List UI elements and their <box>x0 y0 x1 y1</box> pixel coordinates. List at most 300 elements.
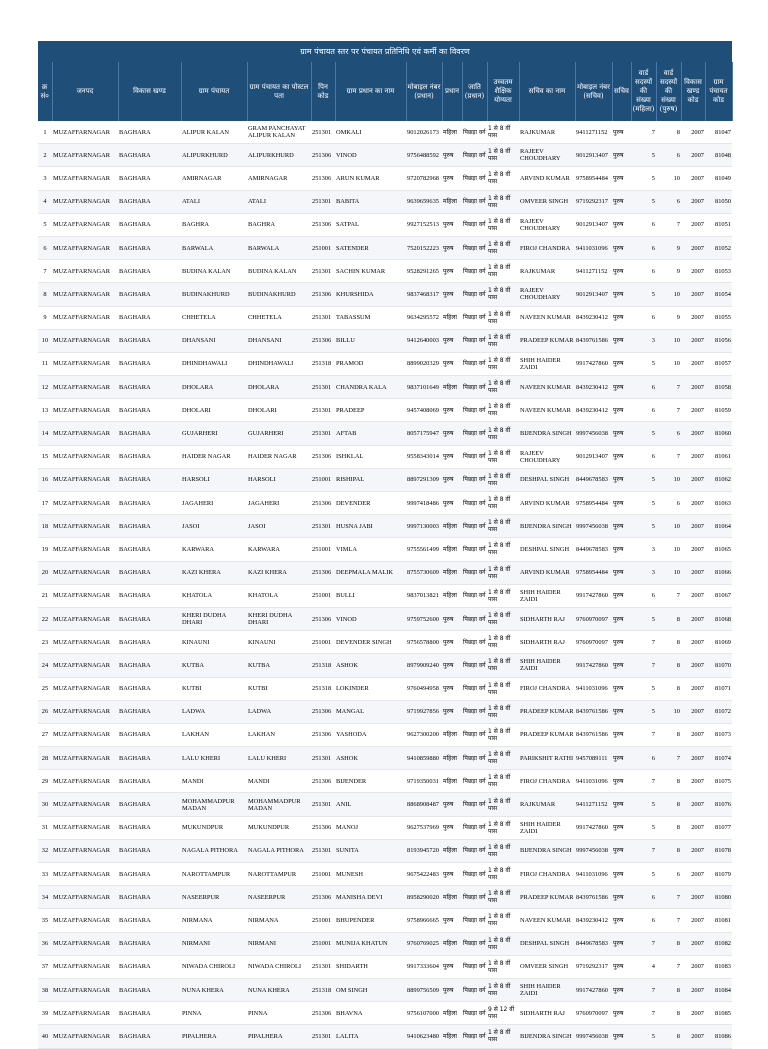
cell-gp-code: 81056 <box>705 329 732 352</box>
cell-block: BAGHARA <box>118 909 181 932</box>
cell-pradhan-gender: पुरुष <box>442 955 462 978</box>
cell-district: MUZAFFARNAGAR <box>52 445 118 468</box>
cell-block-code: 2007 <box>681 700 705 723</box>
cell-ward-male: 8 <box>656 677 681 700</box>
cell-gp-code: 81058 <box>705 376 732 399</box>
cell-secretary-name: ARVIND KUMAR <box>519 561 575 584</box>
cell-secretary-mobile: 9758954484 <box>575 167 612 190</box>
cell-postal-address: LADWA <box>247 700 311 723</box>
table-row <box>38 329 732 352</box>
cell-pradhan-gender: पुरुष <box>442 422 462 445</box>
report-title: ग्राम पंचायत स्तर पर पंचायत प्रतिनिधि एवं कर्मी का विवरण <box>38 41 732 62</box>
cell-secretary-gender: पुरुष <box>612 839 631 862</box>
cell-pin: 251306 <box>311 445 335 468</box>
cell-education: 1 से 8 वीं पास <box>487 816 519 839</box>
cell-block: BAGHARA <box>118 515 181 538</box>
cell-postal-address: NIWADA CHIROLI <box>247 955 311 978</box>
cell-pin: 251306 <box>311 144 335 167</box>
cell-district: MUZAFFARNAGAR <box>52 607 118 630</box>
cell-secretary-gender: पुरुष <box>612 561 631 584</box>
cell-block-code: 2007 <box>681 909 705 932</box>
table-row <box>38 584 732 607</box>
cell-education: 1 से 8 वीं पास <box>487 376 519 399</box>
cell-block-code: 2007 <box>681 770 705 793</box>
cell-pin: 251318 <box>311 677 335 700</box>
cell-sno: 10 <box>38 329 52 352</box>
cell-district: MUZAFFARNAGAR <box>52 121 118 144</box>
cell-gram-panchayat: DHOLARI <box>181 399 247 422</box>
cell-secretary-name: SHIH HAIDER ZAIDI <box>519 352 575 375</box>
table-row <box>38 306 732 329</box>
cell-sno: 1 <box>38 121 52 144</box>
cell-ward-female: 7 <box>631 839 656 862</box>
cell-pradhan-gender: महिला <box>442 515 462 538</box>
cell-sno: 9 <box>38 306 52 329</box>
cell-secretary-name: SHIH HAIDER ZAIDI <box>519 816 575 839</box>
cell-ward-female: 5 <box>631 468 656 491</box>
cell-pradhan-gender: पुरुष <box>442 607 462 630</box>
cell-caste: पिछड़ा वर्ग <box>462 213 487 236</box>
cell-pin: 251306 <box>311 167 335 190</box>
cell-secretary-gender: पुरुष <box>612 747 631 770</box>
cell-sno: 37 <box>38 955 52 978</box>
cell-ward-female: 4 <box>631 955 656 978</box>
cell-sno: 28 <box>38 747 52 770</box>
cell-district: MUZAFFARNAGAR <box>52 863 118 886</box>
cell-gram-panchayat: NIRMANI <box>181 932 247 955</box>
cell-ward-male: 9 <box>656 260 681 283</box>
cell-pradhan-name: LOKINDER <box>335 677 406 700</box>
cell-secretary-name: SHIH HAIDER ZAIDI <box>519 978 575 1001</box>
cell-gp-code: 81085 <box>705 1002 732 1025</box>
cell-gp-code: 81076 <box>705 793 732 816</box>
cell-education: 1 से 8 वीं पास <box>487 167 519 190</box>
cell-secretary-name: PRADEEP KUMAR <box>519 329 575 352</box>
col-ward-female: वार्ड सदस्यों की संख्या (महिला) <box>631 62 656 121</box>
cell-postal-address: NASEERPUR <box>247 886 311 909</box>
cell-pin: 251001 <box>311 236 335 259</box>
cell-block: BAGHARA <box>118 793 181 816</box>
col-pradhan-name: ग्राम प्रधान का नाम <box>335 62 406 121</box>
cell-pin: 251306 <box>311 329 335 352</box>
cell-ward-female: 7 <box>631 654 656 677</box>
table-row <box>38 700 732 723</box>
cell-secretary-mobile: 9917427860 <box>575 584 612 607</box>
cell-gram-panchayat: DHANSANI <box>181 329 247 352</box>
cell-secretary-gender: पुरुष <box>612 167 631 190</box>
cell-pin: 251306 <box>311 700 335 723</box>
cell-secretary-mobile: 9758954484 <box>575 492 612 515</box>
cell-pradhan-gender: पुरुष <box>442 700 462 723</box>
cell-secretary-name: BIJENDRA SINGH <box>519 839 575 862</box>
table-row <box>38 793 732 816</box>
table-row <box>38 422 732 445</box>
cell-secretary-mobile: 9758954484 <box>575 561 612 584</box>
cell-pradhan-gender: महिला <box>442 376 462 399</box>
cell-secretary-gender: पुरुष <box>612 260 631 283</box>
cell-secretary-name: DESHPAL SINGH <box>519 538 575 561</box>
cell-education: 1 से 8 वीं पास <box>487 561 519 584</box>
cell-district: MUZAFFARNAGAR <box>52 654 118 677</box>
cell-education: 1 से 8 वीं पास <box>487 236 519 259</box>
cell-block: BAGHARA <box>118 770 181 793</box>
cell-pradhan-name: BILLU <box>335 329 406 352</box>
cell-secretary-gender: पुरुष <box>612 190 631 213</box>
cell-pradhan-name: TABASSUM <box>335 306 406 329</box>
cell-block-code: 2007 <box>681 538 705 561</box>
col-gram-panchayat: ग्राम पंचायत <box>181 62 247 121</box>
cell-postal-address: GUJARHERI <box>247 422 311 445</box>
cell-education: 1 से 8 वीं पास <box>487 955 519 978</box>
cell-sno: 38 <box>38 978 52 1001</box>
col-secretary-mobile: मोबाइल नंबर (सचिव) <box>575 62 612 121</box>
cell-pradhan-name: MUNESH <box>335 863 406 886</box>
cell-gram-panchayat: ALIPUR KALAN <box>181 121 247 144</box>
cell-ward-male: 7 <box>656 886 681 909</box>
cell-gram-panchayat: PIPALHERA <box>181 1025 247 1048</box>
cell-gp-code: 81051 <box>705 213 732 236</box>
cell-block: BAGHARA <box>118 978 181 1001</box>
cell-pradhan-mobile: 9412640003 <box>406 329 442 352</box>
cell-secretary-gender: पुरुष <box>612 631 631 654</box>
table-row <box>38 839 732 862</box>
cell-block-code: 2007 <box>681 492 705 515</box>
cell-secretary-mobile: 9760970097 <box>575 631 612 654</box>
cell-secretary-mobile: 9411031096 <box>575 770 612 793</box>
cell-postal-address: BUDINA KALAN <box>247 260 311 283</box>
cell-ward-male: 6 <box>656 422 681 445</box>
cell-block: BAGHARA <box>118 561 181 584</box>
cell-district: MUZAFFARNAGAR <box>52 399 118 422</box>
col-pin: पिन कोड <box>311 62 335 121</box>
cell-pradhan-name: ARUN KUMAR <box>335 167 406 190</box>
cell-block: BAGHARA <box>118 955 181 978</box>
cell-gp-code: 81050 <box>705 190 732 213</box>
cell-education: 1 से 8 वीं पास <box>487 863 519 886</box>
cell-caste: पिछड़ा वर्ग <box>462 468 487 491</box>
cell-block-code: 2007 <box>681 190 705 213</box>
cell-pradhan-name: SATPAL <box>335 213 406 236</box>
cell-block: BAGHARA <box>118 190 181 213</box>
cell-block-code: 2007 <box>681 468 705 491</box>
cell-gp-code: 81084 <box>705 978 732 1001</box>
cell-pin: 251001 <box>311 468 335 491</box>
cell-ward-male: 10 <box>656 538 681 561</box>
cell-ward-male: 6 <box>656 190 681 213</box>
cell-postal-address: KUTBI <box>247 677 311 700</box>
cell-pradhan-gender: महिला <box>442 886 462 909</box>
cell-pin: 251301 <box>311 793 335 816</box>
cell-district: MUZAFFARNAGAR <box>52 236 118 259</box>
cell-caste: पिछड़ा वर्ग <box>462 190 487 213</box>
cell-pin: 251301 <box>311 306 335 329</box>
cell-postal-address: LALU KHERI <box>247 747 311 770</box>
cell-postal-address: KAZI KHERA <box>247 561 311 584</box>
cell-ward-female: 5 <box>631 863 656 886</box>
table-row <box>38 723 732 746</box>
cell-district: MUZAFFARNAGAR <box>52 700 118 723</box>
cell-district: MUZAFFARNAGAR <box>52 376 118 399</box>
cell-caste: पिछड़ा वर्ग <box>462 515 487 538</box>
cell-secretary-mobile: 8439230412 <box>575 376 612 399</box>
cell-ward-female: 7 <box>631 1002 656 1025</box>
cell-district: MUZAFFARNAGAR <box>52 1025 118 1048</box>
cell-pradhan-name: PRAMOD <box>335 352 406 375</box>
cell-caste: पिछड़ा वर्ग <box>462 677 487 700</box>
cell-pradhan-name: ASHOK <box>335 654 406 677</box>
cell-caste: पिछड़ा वर्ग <box>462 422 487 445</box>
cell-caste: पिछड़ा वर्ग <box>462 352 487 375</box>
table-row <box>38 955 732 978</box>
cell-pradhan-name: PRADEEP <box>335 399 406 422</box>
cell-gram-panchayat: LAKHAN <box>181 723 247 746</box>
cell-postal-address: MANDI <box>247 770 311 793</box>
table-row <box>38 352 732 375</box>
cell-pradhan-mobile: 9759752600 <box>406 607 442 630</box>
cell-pin: 251306 <box>311 816 335 839</box>
panchayat-table <box>38 62 733 1049</box>
cell-district: MUZAFFARNAGAR <box>52 677 118 700</box>
col-secretary-gender: सचिव <box>612 62 631 121</box>
cell-postal-address: ATALI <box>247 190 311 213</box>
cell-pradhan-name: RISHIPAL <box>335 468 406 491</box>
cell-secretary-gender: पुरुष <box>612 607 631 630</box>
table-row <box>38 492 732 515</box>
cell-ward-female: 6 <box>631 260 656 283</box>
cell-pradhan-mobile: 9410859880 <box>406 747 442 770</box>
cell-pin: 251001 <box>311 631 335 654</box>
cell-gram-panchayat: BAGHRA <box>181 213 247 236</box>
table-row <box>38 978 732 1001</box>
cell-gram-panchayat: CHHETELA <box>181 306 247 329</box>
cell-secretary-mobile: 8449678583 <box>575 468 612 491</box>
col-sno: क्र सं० <box>38 62 52 121</box>
cell-pradhan-gender: पुरुष <box>442 978 462 1001</box>
cell-gram-panchayat: JASOI <box>181 515 247 538</box>
cell-secretary-name: RAJEEV CHOUDHARY <box>519 213 575 236</box>
cell-caste: पिछड़ा वर्ग <box>462 399 487 422</box>
cell-sno: 36 <box>38 932 52 955</box>
cell-postal-address: NUNA KHERA <box>247 978 311 1001</box>
cell-pin: 251001 <box>311 909 335 932</box>
table-row <box>38 747 732 770</box>
cell-pradhan-mobile: 9758966665 <box>406 909 442 932</box>
cell-pin: 251301 <box>311 955 335 978</box>
cell-education: 1 से 8 वीं पास <box>487 121 519 144</box>
cell-gram-panchayat: BUDINAKHURD <box>181 283 247 306</box>
cell-pradhan-gender: महिला <box>442 723 462 746</box>
cell-block: BAGHARA <box>118 376 181 399</box>
cell-district: MUZAFFARNAGAR <box>52 723 118 746</box>
cell-education: 1 से 8 वीं पास <box>487 932 519 955</box>
table-row <box>38 515 732 538</box>
cell-education: 1 से 8 वीं पास <box>487 978 519 1001</box>
cell-gram-panchayat: LADWA <box>181 700 247 723</box>
cell-ward-male: 7 <box>656 445 681 468</box>
cell-ward-male: 8 <box>656 978 681 1001</box>
cell-gram-panchayat: KINAUNI <box>181 631 247 654</box>
table-row <box>38 445 732 468</box>
cell-sno: 22 <box>38 607 52 630</box>
cell-pradhan-name: AFTAB <box>335 422 406 445</box>
cell-sno: 6 <box>38 236 52 259</box>
cell-caste: पिछड़ा वर्ग <box>462 283 487 306</box>
cell-education: 1 से 8 वीं पास <box>487 260 519 283</box>
cell-secretary-mobile: 9012913407 <box>575 213 612 236</box>
cell-pradhan-mobile: 9528291265 <box>406 260 442 283</box>
cell-pradhan-mobile: 9997418486 <box>406 492 442 515</box>
cell-ward-female: 3 <box>631 329 656 352</box>
cell-block-code: 2007 <box>681 793 705 816</box>
cell-ward-female: 6 <box>631 445 656 468</box>
cell-caste: पिछड़ा वर्ग <box>462 932 487 955</box>
cell-pin: 251301 <box>311 515 335 538</box>
cell-pradhan-mobile: 9837101649 <box>406 376 442 399</box>
cell-secretary-name: RAJEEV CHOUDHARY <box>519 283 575 306</box>
cell-pradhan-name: ISHKLAL <box>335 445 406 468</box>
cell-education: 1 से 8 वीं पास <box>487 515 519 538</box>
cell-gp-code: 81081 <box>705 909 732 932</box>
cell-pradhan-gender: महिला <box>442 584 462 607</box>
cell-secretary-name: ARVIND KUMAR <box>519 167 575 190</box>
cell-pradhan-name: MANGAL <box>335 700 406 723</box>
cell-block: BAGHARA <box>118 654 181 677</box>
cell-pradhan-name: ANIL <box>335 793 406 816</box>
cell-ward-female: 6 <box>631 747 656 770</box>
cell-pradhan-name: CHANDRA KALA <box>335 376 406 399</box>
cell-ward-male: 7 <box>656 909 681 932</box>
cell-sno: 32 <box>38 839 52 862</box>
cell-postal-address: KINAUNI <box>247 631 311 654</box>
cell-gp-code: 81047 <box>705 121 732 144</box>
cell-gram-panchayat: BUDINA KALAN <box>181 260 247 283</box>
cell-ward-male: 8 <box>656 932 681 955</box>
table-row <box>38 607 732 630</box>
cell-caste: पिछड़ा वर्ग <box>462 144 487 167</box>
cell-ward-male: 8 <box>656 1025 681 1048</box>
cell-pradhan-mobile: 9675422483 <box>406 863 442 886</box>
cell-secretary-gender: पुरुष <box>612 352 631 375</box>
cell-secretary-name: FIROJ CHANDRA <box>519 863 575 886</box>
cell-pradhan-mobile: 9627537969 <box>406 816 442 839</box>
cell-block: BAGHARA <box>118 236 181 259</box>
cell-secretary-gender: पुरुष <box>612 283 631 306</box>
cell-pradhan-mobile: 9719350031 <box>406 770 442 793</box>
cell-secretary-gender: पुरुष <box>612 677 631 700</box>
cell-ward-female: 5 <box>631 167 656 190</box>
cell-pradhan-gender: महिला <box>442 306 462 329</box>
cell-block-code: 2007 <box>681 584 705 607</box>
cell-gram-panchayat: HARSOLI <box>181 468 247 491</box>
cell-ward-male: 10 <box>656 515 681 538</box>
cell-secretary-name: BIJENDRA SINGH <box>519 422 575 445</box>
cell-ward-male: 8 <box>656 793 681 816</box>
cell-secretary-gender: पुरुष <box>612 909 631 932</box>
cell-gram-panchayat: NIRMANA <box>181 909 247 932</box>
cell-caste: पिछड़ा वर्ग <box>462 445 487 468</box>
cell-pradhan-mobile: 8057175947 <box>406 422 442 445</box>
table-row <box>38 468 732 491</box>
cell-secretary-gender: पुरुष <box>612 654 631 677</box>
cell-pradhan-gender: पुरुष <box>442 816 462 839</box>
cell-pradhan-name: BABITA <box>335 190 406 213</box>
cell-ward-female: 3 <box>631 538 656 561</box>
cell-district: MUZAFFARNAGAR <box>52 747 118 770</box>
cell-ward-female: 5 <box>631 700 656 723</box>
col-ward-male: वार्ड सदस्यों की संख्या (पुरुष) <box>656 62 681 121</box>
table-row <box>38 909 732 932</box>
cell-postal-address: PIPALHERA <box>247 1025 311 1048</box>
cell-education: 1 से 8 वीं पास <box>487 468 519 491</box>
cell-postal-address: BAGHRA <box>247 213 311 236</box>
cell-pradhan-gender: पुरुष <box>442 445 462 468</box>
cell-pradhan-name: SUNITA <box>335 839 406 862</box>
cell-pradhan-name: KHURSHIDA <box>335 283 406 306</box>
cell-secretary-gender: पुरुष <box>612 236 631 259</box>
cell-block: BAGHARA <box>118 468 181 491</box>
cell-postal-address: NAGALA PITHORA <box>247 839 311 862</box>
cell-gram-panchayat: JAGAHERI <box>181 492 247 515</box>
cell-block: BAGHARA <box>118 422 181 445</box>
cell-pradhan-name: OMKALI <box>335 121 406 144</box>
cell-caste: पिछड़ा वर्ग <box>462 1025 487 1048</box>
cell-block-code: 2007 <box>681 283 705 306</box>
cell-postal-address: JASOI <box>247 515 311 538</box>
cell-secretary-mobile: 8439761586 <box>575 329 612 352</box>
cell-secretary-name: DESHPAL SINGH <box>519 468 575 491</box>
cell-pradhan-name: SATENDER <box>335 236 406 259</box>
cell-secretary-mobile: 8439230412 <box>575 399 612 422</box>
cell-secretary-gender: पुरुष <box>612 468 631 491</box>
cell-pin: 251301 <box>311 1025 335 1048</box>
table-row <box>38 631 732 654</box>
cell-block: BAGHARA <box>118 492 181 515</box>
cell-gp-code: 81080 <box>705 886 732 909</box>
cell-secretary-mobile: 9997456038 <box>575 422 612 445</box>
cell-block: BAGHARA <box>118 723 181 746</box>
cell-pradhan-name: VIMLA <box>335 538 406 561</box>
cell-postal-address: MUKUNDPUR <box>247 816 311 839</box>
cell-postal-address: KUTBA <box>247 654 311 677</box>
cell-secretary-name: PRADEEP KUMAR <box>519 700 575 723</box>
cell-pin: 251301 <box>311 747 335 770</box>
cell-district: MUZAFFARNAGAR <box>52 955 118 978</box>
cell-ward-female: 6 <box>631 376 656 399</box>
cell-pradhan-mobile: 9634295572 <box>406 306 442 329</box>
cell-caste: पिछड़ा वर्ग <box>462 886 487 909</box>
cell-caste: पिछड़ा वर्ग <box>462 839 487 862</box>
cell-pradhan-gender: पुरुष <box>442 863 462 886</box>
table-row <box>38 399 732 422</box>
cell-pradhan-mobile: 8897291309 <box>406 468 442 491</box>
cell-secretary-name: FIROJ CHANDRA <box>519 236 575 259</box>
cell-education: 1 से 8 वीं पास <box>487 770 519 793</box>
cell-pradhan-mobile: 9760769025 <box>406 932 442 955</box>
cell-gp-code: 81073 <box>705 723 732 746</box>
cell-pradhan-name: MANISHA DEVI <box>335 886 406 909</box>
cell-ward-male: 8 <box>656 1002 681 1025</box>
cell-secretary-gender: पुरुष <box>612 329 631 352</box>
cell-block: BAGHARA <box>118 631 181 654</box>
cell-district: MUZAFFARNAGAR <box>52 260 118 283</box>
cell-pin: 251306 <box>311 213 335 236</box>
cell-block-code: 2007 <box>681 445 705 468</box>
cell-district: MUZAFFARNAGAR <box>52 144 118 167</box>
cell-education: 1 से 8 वीं पास <box>487 909 519 932</box>
cell-ward-female: 6 <box>631 399 656 422</box>
cell-ward-female: 7 <box>631 932 656 955</box>
cell-pradhan-gender: महिला <box>442 747 462 770</box>
